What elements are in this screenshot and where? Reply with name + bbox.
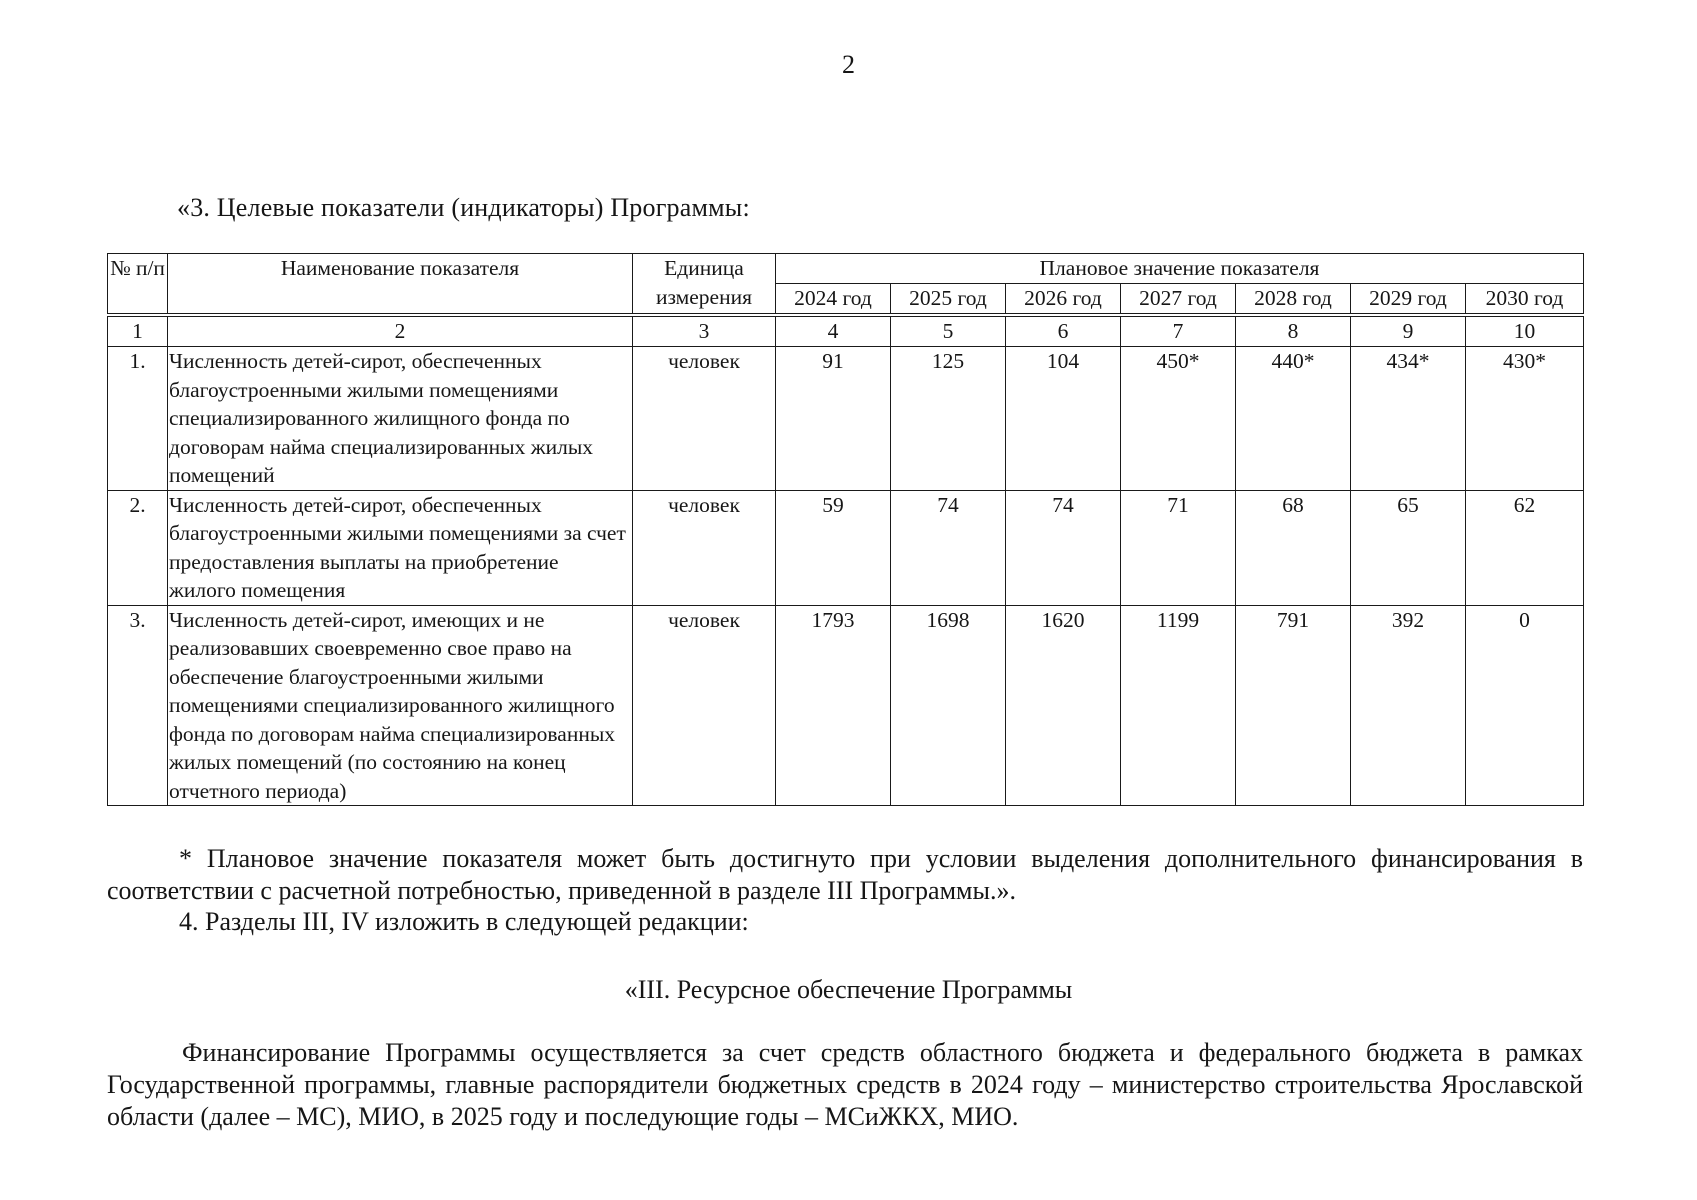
column-number: 8	[1236, 315, 1351, 347]
indicator-name: Численность детей-сирот, обеспеченных благоустроенными жилыми помещениями за счет предоставления выплаты на приобретение жилого помещения	[168, 490, 633, 605]
header-year: 2028 год	[1236, 284, 1351, 316]
header-year: 2024 год	[776, 284, 891, 316]
indicator-value: 104	[1006, 347, 1121, 491]
row-num: 1.	[108, 347, 168, 491]
paragraph-text: Финансирование Программы осуществляется за счет средств областного бюджета и федерального бюджета в рамках Государственной программы, главные распорядители бюджетных средств в 2024 году – министерство строительства Ярославской области (далее – МС), МИО, в 2025 году и последующие годы – МСиЖКХ, МИО.	[107, 1038, 1583, 1131]
indicator-value: 91	[776, 347, 891, 491]
column-number: 4	[776, 315, 891, 347]
indicator-unit: человек	[633, 490, 776, 605]
header-year: 2030 год	[1466, 284, 1584, 316]
amendment-clause: 4. Разделы III, IV изложить в следующей редакции:	[179, 907, 749, 936]
header-year: 2027 год	[1121, 284, 1236, 316]
column-number: 7	[1121, 315, 1236, 347]
section-heading: «III. Ресурсное обеспечение Программы	[624, 975, 1073, 1004]
column-number: 10	[1466, 315, 1584, 347]
indicator-value: 74	[891, 490, 1006, 605]
indicator-value: 434*	[1351, 347, 1466, 491]
header-num: № п/п	[108, 254, 168, 316]
footnote-text: * Плановое значение показателя может быть достигнуто при условии выделения дополнительного финансирования в соответствии с расчетной потребностью, приведенной в разделе III Программы.».	[107, 844, 1583, 905]
column-number: 1	[108, 315, 168, 347]
indicator-value: 74	[1006, 490, 1121, 605]
column-number: 9	[1351, 315, 1466, 347]
column-number: 2	[168, 315, 633, 347]
indicator-value: 440*	[1236, 347, 1351, 491]
column-number: 5	[891, 315, 1006, 347]
column-number: 6	[1006, 315, 1121, 347]
indicator-value: 65	[1351, 490, 1466, 605]
page-number: 2	[842, 50, 855, 79]
indicator-value: 71	[1121, 490, 1236, 605]
indicator-name: Численность детей-сирот, имеющих и не реализовавших своевременно свое право на обеспечение благоустроенными жилыми помещениями специализированного жилищного фонда по договорам найма специализированных жилых помещений (по состоянию на конец отчетного периода)	[168, 605, 633, 806]
indicator-value: 791	[1236, 605, 1351, 806]
indicator-value: 59	[776, 490, 891, 605]
section-title: «3. Целевые показатели (индикаторы) Программы:	[177, 193, 750, 222]
column-number-row	[108, 315, 1584, 347]
financing-paragraph	[107, 1037, 1583, 1133]
indicator-value: 1698	[891, 605, 1006, 806]
header-plan: Плановое значение показателя	[776, 254, 1584, 284]
indicator-value: 450*	[1121, 347, 1236, 491]
indicator-value: 1793	[776, 605, 891, 806]
table-row	[108, 347, 1584, 491]
header-row-1	[108, 254, 1584, 284]
footnote	[107, 843, 1583, 907]
indicator-value: 1199	[1121, 605, 1236, 806]
indicator-unit: человек	[633, 347, 776, 491]
indicators-table	[107, 253, 1584, 806]
header-year: 2025 год	[891, 284, 1006, 316]
indicator-value: 62	[1466, 490, 1584, 605]
indicator-value: 1620	[1006, 605, 1121, 806]
indicator-value: 430*	[1466, 347, 1584, 491]
indicator-value: 392	[1351, 605, 1466, 806]
row-num: 3.	[108, 605, 168, 806]
row-num: 2.	[108, 490, 168, 605]
column-number: 3	[633, 315, 776, 347]
indicator-value: 125	[891, 347, 1006, 491]
indicator-value: 68	[1236, 490, 1351, 605]
indicator-unit: человек	[633, 605, 776, 806]
indicator-value: 0	[1466, 605, 1584, 806]
header-year: 2029 год	[1351, 284, 1466, 316]
indicator-name: Численность детей-сирот, обеспеченных благоустроенными жилыми помещениями специализированного жилищного фонда по договорам найма специализированных жилых помещений	[168, 347, 633, 491]
header-name: Наименование показателя	[168, 254, 633, 316]
table-row	[108, 605, 1584, 806]
header-unit: Единица измерения	[633, 254, 776, 316]
table-row	[108, 490, 1584, 605]
header-year: 2026 год	[1006, 284, 1121, 316]
